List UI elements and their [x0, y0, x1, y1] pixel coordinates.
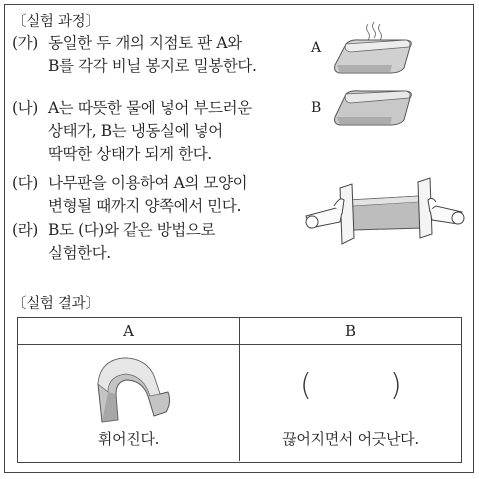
step-text-line: 나무판을 이용하여 A의 모양이 [48, 174, 248, 192]
clay-slab-b-figure [330, 88, 420, 138]
column-header-b: B [344, 322, 357, 340]
step-ra [12, 219, 302, 265]
step-na [12, 97, 302, 166]
figure-a-label: A [311, 40, 322, 56]
clay-slab-a-figure [330, 20, 420, 90]
step-text-line: B도 (다)와 같은 방법으로 [48, 221, 216, 239]
step-text-line: 딱딱한 상태가 되게 한다. [48, 145, 212, 163]
result-a-text: 휘어진다. [97, 430, 160, 448]
pressing-boards-figure [302, 172, 467, 252]
step-text-line: B를 각각 비닐 봉지로 밀봉한다. [48, 57, 257, 75]
figure-b-label: B [311, 100, 322, 116]
results-title: 〔실험 결과〕 [12, 296, 100, 312]
result-b-text: 끊어지면서 어긋난다. [282, 430, 419, 448]
step-label: (나) [12, 99, 38, 117]
step-label: (다) [12, 174, 38, 192]
result-b-left-paren: ( [300, 368, 312, 403]
step-text-line: A는 따뜻한 물에 넣어 부드러운 [48, 99, 252, 117]
step-label: (가) [12, 34, 38, 52]
results-table [17, 317, 462, 463]
result-b-right-paren: ) [390, 368, 402, 403]
step-da [12, 172, 302, 218]
step-ga [12, 32, 302, 78]
step-text-line: 실험한다. [48, 244, 111, 262]
step-label: (라) [12, 221, 38, 239]
step-text-line: 동일한 두 개의 지점토 판 A와 [48, 34, 242, 52]
column-header-a: A [123, 322, 134, 340]
step-text-line: 변형될 때까지 양쪽에서 민다. [48, 197, 241, 215]
step-text-line: 상태가, B는 냉동실에 넣어 [48, 122, 223, 140]
procedure-title: 〔실험 과정〕 [12, 14, 100, 30]
bent-clay-figure [88, 354, 178, 426]
